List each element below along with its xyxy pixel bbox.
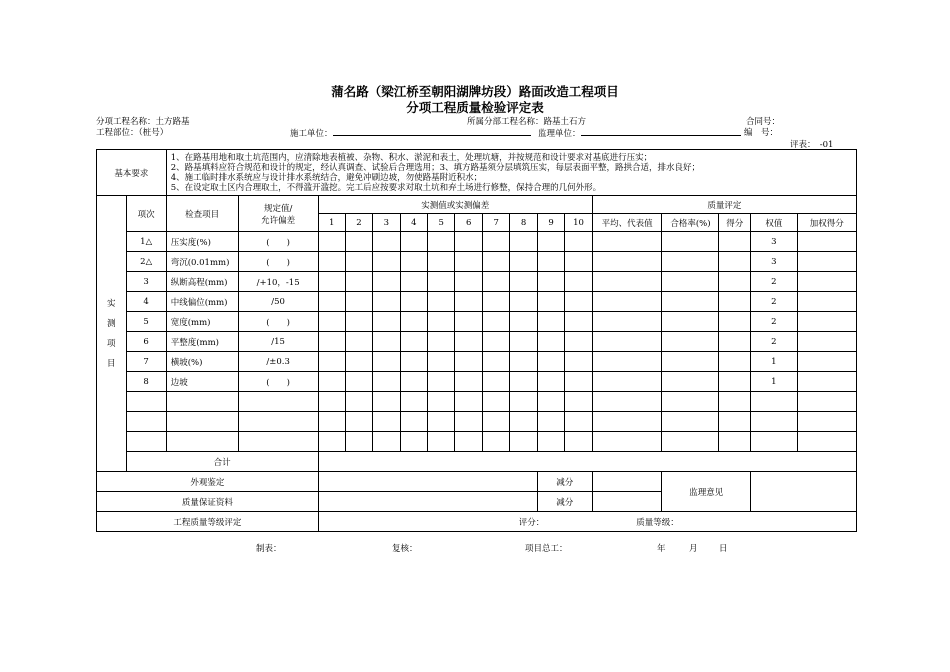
item-weight: 2 bbox=[751, 332, 797, 352]
avg-cell[interactable] bbox=[592, 272, 662, 292]
item-no: 5 bbox=[126, 312, 166, 332]
value-cell[interactable] bbox=[345, 332, 372, 352]
table-row bbox=[97, 312, 857, 332]
blank-cell[interactable] bbox=[565, 432, 592, 452]
value-cell[interactable] bbox=[318, 292, 345, 312]
weighted-cell[interactable] bbox=[797, 252, 856, 272]
value-cell[interactable] bbox=[537, 232, 564, 252]
blank-cell[interactable] bbox=[126, 412, 166, 432]
blank-cell[interactable] bbox=[592, 432, 662, 452]
item-weight: 2 bbox=[751, 312, 797, 332]
value-cell[interactable] bbox=[455, 272, 482, 292]
total-value-cell[interactable] bbox=[318, 452, 856, 472]
value-cell[interactable] bbox=[510, 292, 537, 312]
blank-cell[interactable] bbox=[482, 392, 509, 412]
item-name: 宽度(mm) bbox=[166, 312, 238, 332]
blank-cell[interactable] bbox=[345, 412, 372, 432]
weight-header: 权值 bbox=[751, 214, 797, 232]
value-cell[interactable] bbox=[318, 272, 345, 292]
value-cell[interactable] bbox=[318, 332, 345, 352]
value-cell[interactable] bbox=[400, 292, 427, 312]
grade-value-cell[interactable] bbox=[318, 512, 856, 532]
blank-row bbox=[97, 412, 857, 432]
item-no-header: 项次 bbox=[126, 196, 166, 232]
value-cell[interactable] bbox=[345, 372, 372, 392]
blank-cell[interactable] bbox=[455, 432, 482, 452]
total-row bbox=[97, 452, 857, 472]
col-header: 10 bbox=[565, 214, 592, 232]
value-cell[interactable] bbox=[373, 232, 400, 252]
item-weight: 2 bbox=[751, 272, 797, 292]
value-cell[interactable] bbox=[428, 372, 455, 392]
value-cell[interactable] bbox=[537, 252, 564, 272]
blank-cell[interactable] bbox=[400, 432, 427, 452]
weighted-cell[interactable] bbox=[797, 352, 856, 372]
value-cell[interactable] bbox=[565, 352, 592, 372]
value-cell[interactable] bbox=[373, 292, 400, 312]
qa-value[interactable] bbox=[318, 492, 537, 512]
blank-cell[interactable] bbox=[510, 432, 537, 452]
weighted-cell[interactable] bbox=[797, 332, 856, 352]
value-cell[interactable] bbox=[318, 252, 345, 272]
value-cell[interactable] bbox=[482, 252, 509, 272]
appearance-deduct-label: 减分 bbox=[537, 472, 592, 492]
value-cell[interactable] bbox=[318, 312, 345, 332]
blank-cell[interactable] bbox=[662, 392, 719, 412]
pass-rate-cell[interactable] bbox=[662, 272, 719, 292]
form-number: 评表： -01 bbox=[790, 140, 834, 150]
section-char: 测 bbox=[107, 318, 116, 329]
value-cell[interactable] bbox=[428, 252, 455, 272]
avg-cell[interactable] bbox=[592, 232, 662, 252]
supervisor-label: 监理单位： bbox=[538, 129, 581, 139]
table-row bbox=[97, 272, 857, 292]
blank-cell[interactable] bbox=[318, 432, 345, 452]
spec-header-line2: 允许偏差 bbox=[261, 215, 296, 226]
blank-cell[interactable] bbox=[592, 392, 662, 412]
value-cell[interactable] bbox=[565, 312, 592, 332]
blank-cell[interactable] bbox=[166, 392, 238, 412]
blank-row bbox=[97, 432, 857, 452]
supervisor-opinion-label: 监理意见 bbox=[662, 472, 751, 512]
pass-rate-header: 合格率(%) bbox=[662, 214, 719, 232]
weighted-cell[interactable] bbox=[797, 272, 856, 292]
blank-cell[interactable] bbox=[797, 432, 856, 452]
appearance-label: 外观鉴定 bbox=[97, 472, 319, 492]
col-header: 4 bbox=[400, 214, 427, 232]
value-cell[interactable] bbox=[537, 272, 564, 292]
value-cell[interactable] bbox=[318, 352, 345, 372]
appearance-row bbox=[97, 472, 857, 492]
value-cell[interactable] bbox=[400, 352, 427, 372]
blank-cell[interactable] bbox=[751, 432, 797, 452]
item-weight: 2 bbox=[751, 292, 797, 312]
value-cell[interactable] bbox=[537, 352, 564, 372]
value-cell[interactable] bbox=[537, 292, 564, 312]
grade-label: 工程质量等级评定 bbox=[97, 512, 319, 532]
basic-requirements-label: 基本要求 bbox=[97, 150, 167, 196]
blank-cell[interactable] bbox=[537, 412, 564, 432]
score-cell[interactable] bbox=[719, 252, 751, 272]
item-no: 2△ bbox=[126, 252, 166, 272]
avg-cell[interactable] bbox=[592, 352, 662, 372]
value-cell[interactable] bbox=[455, 352, 482, 372]
qa-deduct-label: 减分 bbox=[537, 492, 592, 512]
item-no: 4 bbox=[126, 292, 166, 312]
item-spec: /+10，-15 bbox=[238, 272, 318, 292]
footer-year: 年 bbox=[657, 544, 666, 554]
measured-items-section-label bbox=[97, 196, 127, 472]
value-cell[interactable] bbox=[345, 252, 372, 272]
value-cell[interactable] bbox=[345, 232, 372, 252]
pass-rate-cell[interactable] bbox=[662, 372, 719, 392]
item-no: 1△ bbox=[126, 232, 166, 252]
subproject-label-text: 分项工程名称： bbox=[96, 117, 156, 127]
value-cell[interactable] bbox=[565, 252, 592, 272]
footer-month: 月 bbox=[689, 544, 698, 554]
value-cell[interactable] bbox=[455, 332, 482, 352]
form-title: 分项工程质量检验评定表 bbox=[406, 100, 544, 115]
value-cell[interactable] bbox=[455, 292, 482, 312]
table-row bbox=[97, 292, 857, 312]
blank-cell[interactable] bbox=[482, 412, 509, 432]
supervisor-opinion-value[interactable] bbox=[751, 472, 857, 512]
avg-header: 平均、代表值 bbox=[592, 214, 662, 232]
value-cell[interactable] bbox=[482, 232, 509, 252]
item-weight: 3 bbox=[751, 232, 797, 252]
item-spec: /15 bbox=[238, 332, 318, 352]
avg-cell[interactable] bbox=[592, 252, 662, 272]
basic-requirements-content bbox=[166, 150, 856, 196]
blank-cell[interactable] bbox=[238, 432, 318, 452]
weighted-cell[interactable] bbox=[797, 292, 856, 312]
table-row bbox=[97, 232, 857, 252]
requirement-line: 5、在设定取土区内合理取土，不得滥开滥挖。完工后应按要求对取土坑和弃土场进行修整，保持合理的几何外形。 bbox=[170, 182, 602, 193]
supervisor-input-line[interactable] bbox=[581, 126, 741, 136]
value-cell[interactable] bbox=[373, 252, 400, 272]
weighted-cell[interactable] bbox=[797, 232, 856, 252]
col-header: 7 bbox=[482, 214, 509, 232]
value-cell[interactable] bbox=[565, 232, 592, 252]
blank-cell[interactable] bbox=[166, 412, 238, 432]
table-row bbox=[97, 252, 857, 272]
value-cell[interactable] bbox=[455, 372, 482, 392]
qa-label: 质量保证资料 bbox=[97, 492, 319, 512]
score-cell[interactable] bbox=[719, 372, 751, 392]
subproject-value: 土方路基 bbox=[155, 117, 190, 127]
item-spec: ( ) bbox=[238, 252, 318, 272]
value-cell[interactable] bbox=[428, 332, 455, 352]
blank-cell[interactable] bbox=[662, 432, 719, 452]
item-spec: /±0.3 bbox=[238, 352, 318, 372]
appearance-deduct-value[interactable] bbox=[592, 472, 662, 492]
value-cell[interactable] bbox=[373, 272, 400, 292]
document-title: 蒲名路（梁江桥至朝阳湖牌坊段）路面改造工程项目 bbox=[331, 84, 619, 99]
section-char: 目 bbox=[107, 358, 116, 369]
value-cell[interactable] bbox=[482, 272, 509, 292]
col-header: 3 bbox=[373, 214, 400, 232]
supervisor-field bbox=[538, 126, 741, 139]
pass-rate-cell[interactable] bbox=[662, 312, 719, 332]
blank-cell[interactable] bbox=[238, 392, 318, 412]
item-name: 弯沉(0.01mm) bbox=[166, 252, 238, 272]
blank-cell[interactable] bbox=[373, 412, 400, 432]
pass-rate-cell[interactable] bbox=[662, 232, 719, 252]
item-weight: 3 bbox=[751, 252, 797, 272]
item-weight: 1 bbox=[751, 352, 797, 372]
value-cell[interactable] bbox=[565, 292, 592, 312]
blank-cell[interactable] bbox=[345, 392, 372, 412]
value-cell[interactable] bbox=[345, 292, 372, 312]
blank-cell[interactable] bbox=[751, 392, 797, 412]
division-value: 路基土石方 bbox=[543, 117, 587, 127]
blank-cell[interactable] bbox=[238, 412, 318, 432]
footer-day: 日 bbox=[719, 544, 728, 554]
blank-cell[interactable] bbox=[345, 432, 372, 452]
value-cell[interactable] bbox=[455, 312, 482, 332]
item-no: 6 bbox=[126, 332, 166, 352]
value-cell[interactable] bbox=[373, 372, 400, 392]
blank-cell[interactable] bbox=[565, 392, 592, 412]
measured-header: 实测值或实测偏差 bbox=[318, 196, 592, 214]
avg-cell[interactable] bbox=[592, 372, 662, 392]
score-cell[interactable] bbox=[719, 272, 751, 292]
blank-cell[interactable] bbox=[537, 392, 564, 412]
item-spec: /50 bbox=[238, 292, 318, 312]
value-cell[interactable] bbox=[510, 332, 537, 352]
blank-cell[interactable] bbox=[719, 412, 751, 432]
blank-cell[interactable] bbox=[797, 392, 856, 412]
col-header: 1 bbox=[318, 214, 345, 232]
item-spec: ( ) bbox=[238, 372, 318, 392]
check-item-header: 检查项目 bbox=[166, 196, 238, 232]
col-header: 8 bbox=[510, 214, 537, 232]
value-cell[interactable] bbox=[373, 352, 400, 372]
blank-cell[interactable] bbox=[126, 392, 166, 412]
qa-deduct-value[interactable] bbox=[592, 492, 662, 512]
value-cell[interactable] bbox=[373, 332, 400, 352]
col-header: 5 bbox=[428, 214, 455, 232]
footer-maker: 制表： bbox=[256, 544, 282, 554]
inspection-table bbox=[96, 149, 857, 532]
col-header: 6 bbox=[455, 214, 482, 232]
spec-header-line1: 规定值/ bbox=[263, 203, 293, 214]
blank-cell[interactable] bbox=[428, 432, 455, 452]
value-cell[interactable] bbox=[318, 372, 345, 392]
value-cell[interactable] bbox=[537, 372, 564, 392]
requirement-line: 2、路基填料应符合规范和设计的规定，经认真调查、试验后合理选用；3、填方路基须分层填筑压实，每层表面平整，路拱合适，排水良好； bbox=[170, 162, 701, 173]
avg-cell[interactable] bbox=[592, 292, 662, 312]
value-cell[interactable] bbox=[400, 232, 427, 252]
col-header: 9 bbox=[537, 214, 564, 232]
blank-row bbox=[97, 392, 857, 412]
score-cell[interactable] bbox=[719, 312, 751, 332]
item-spec: ( ) bbox=[238, 312, 318, 332]
blank-cell[interactable] bbox=[455, 412, 482, 432]
blank-cell[interactable] bbox=[662, 412, 719, 432]
value-cell[interactable] bbox=[482, 332, 509, 352]
value-cell[interactable] bbox=[482, 312, 509, 332]
blank-cell[interactable] bbox=[126, 432, 166, 452]
table-row bbox=[97, 332, 857, 352]
value-cell[interactable] bbox=[565, 332, 592, 352]
item-spec: ( ) bbox=[238, 232, 318, 252]
value-cell[interactable] bbox=[565, 372, 592, 392]
value-cell[interactable] bbox=[510, 312, 537, 332]
value-cell[interactable] bbox=[482, 352, 509, 372]
quality-grade-label: 质量等级： bbox=[636, 517, 679, 528]
blank-cell[interactable] bbox=[166, 432, 238, 452]
item-name: 横坡(%) bbox=[166, 352, 238, 372]
value-cell[interactable] bbox=[428, 232, 455, 252]
table-row bbox=[97, 372, 857, 392]
value-cell[interactable] bbox=[400, 372, 427, 392]
value-cell[interactable] bbox=[400, 312, 427, 332]
item-no: 3 bbox=[126, 272, 166, 292]
item-no: 8 bbox=[126, 372, 166, 392]
value-cell[interactable] bbox=[455, 252, 482, 272]
blank-cell[interactable] bbox=[400, 412, 427, 432]
blank-cell[interactable] bbox=[318, 392, 345, 412]
division-label-text: 所属分部工程名称： bbox=[467, 117, 544, 127]
footer-chief: 项目总工： bbox=[525, 544, 568, 554]
footer-reviewer: 复核： bbox=[392, 544, 418, 554]
score-label: 评分： bbox=[518, 517, 545, 528]
blank-cell[interactable] bbox=[373, 392, 400, 412]
item-name: 边坡 bbox=[166, 372, 238, 392]
value-cell[interactable] bbox=[510, 252, 537, 272]
blank-cell[interactable] bbox=[428, 392, 455, 412]
pass-rate-cell[interactable] bbox=[662, 252, 719, 272]
value-cell[interactable] bbox=[428, 292, 455, 312]
requirement-line: 1、在路基用地和取土坑范围内，应清除地表植被、杂物、积水、淤泥和表土，处理坑塘，并按规范和设计要求对基底进行压实； bbox=[170, 152, 653, 163]
item-weight: 1 bbox=[751, 372, 797, 392]
appearance-value[interactable] bbox=[318, 472, 537, 492]
value-cell[interactable] bbox=[428, 352, 455, 372]
value-cell[interactable] bbox=[318, 232, 345, 252]
blank-cell[interactable] bbox=[510, 392, 537, 412]
value-cell[interactable] bbox=[482, 292, 509, 312]
item-no: 7 bbox=[126, 352, 166, 372]
item-name: 压实度(%) bbox=[166, 232, 238, 252]
section-char: 项 bbox=[107, 338, 116, 349]
blank-cell[interactable] bbox=[751, 412, 797, 432]
item-name: 平整度(mm) bbox=[166, 332, 238, 352]
item-name: 纵断高程(mm) bbox=[166, 272, 238, 292]
value-cell[interactable] bbox=[400, 272, 427, 292]
number-label: 编 号： bbox=[744, 128, 779, 138]
value-cell[interactable] bbox=[428, 272, 455, 292]
item-name: 中线偏位(mm) bbox=[166, 292, 238, 312]
value-cell[interactable] bbox=[455, 232, 482, 252]
value-cell[interactable] bbox=[373, 312, 400, 332]
blank-cell[interactable] bbox=[565, 412, 592, 432]
avg-cell[interactable] bbox=[592, 332, 662, 352]
section-char: 实 bbox=[107, 298, 116, 309]
table-row bbox=[97, 352, 857, 372]
blank-cell[interactable] bbox=[592, 412, 662, 432]
constructor-field bbox=[290, 126, 531, 139]
blank-cell[interactable] bbox=[318, 412, 345, 432]
value-cell[interactable] bbox=[400, 332, 427, 352]
value-cell[interactable] bbox=[345, 352, 372, 372]
score-cell[interactable] bbox=[719, 332, 751, 352]
blank-cell[interactable] bbox=[719, 392, 751, 412]
score-cell[interactable] bbox=[719, 232, 751, 252]
blank-cell[interactable] bbox=[510, 412, 537, 432]
value-cell[interactable] bbox=[482, 372, 509, 392]
value-cell[interactable] bbox=[537, 332, 564, 352]
score-header: 得分 bbox=[719, 214, 751, 232]
value-cell[interactable] bbox=[428, 312, 455, 332]
value-cell[interactable] bbox=[537, 312, 564, 332]
blank-cell[interactable] bbox=[482, 432, 509, 452]
blank-cell[interactable] bbox=[797, 412, 856, 432]
value-cell[interactable] bbox=[510, 272, 537, 292]
blank-cell[interactable] bbox=[719, 432, 751, 452]
blank-cell[interactable] bbox=[537, 432, 564, 452]
pass-rate-cell[interactable] bbox=[662, 332, 719, 352]
weighted-header: 加权得分 bbox=[797, 214, 856, 232]
grade-row bbox=[97, 512, 857, 532]
weighted-cell[interactable] bbox=[797, 372, 856, 392]
blank-cell[interactable] bbox=[400, 392, 427, 412]
constructor-label: 施工单位： bbox=[290, 129, 333, 139]
value-cell[interactable] bbox=[510, 232, 537, 252]
blank-cell[interactable] bbox=[373, 432, 400, 452]
blank-cell[interactable] bbox=[455, 392, 482, 412]
spec-header bbox=[238, 196, 318, 232]
pass-rate-cell[interactable] bbox=[662, 352, 719, 372]
col-header: 2 bbox=[345, 214, 372, 232]
value-cell[interactable] bbox=[400, 252, 427, 272]
pass-rate-cell[interactable] bbox=[662, 292, 719, 312]
weighted-cell[interactable] bbox=[797, 312, 856, 332]
score-cell[interactable] bbox=[719, 352, 751, 372]
value-cell[interactable] bbox=[510, 352, 537, 372]
contract-label: 合同号： bbox=[746, 117, 781, 127]
requirement-line: 4、施工临时排水系统应与设计排水系统结合，避免冲刷边坡，勿使路基附近积水； bbox=[170, 172, 483, 183]
value-cell[interactable] bbox=[345, 312, 372, 332]
constructor-input-line[interactable] bbox=[333, 126, 531, 136]
value-cell[interactable] bbox=[565, 272, 592, 292]
blank-cell[interactable] bbox=[428, 412, 455, 432]
location-label: 工程部位：（桩号） bbox=[96, 128, 169, 138]
value-cell[interactable] bbox=[510, 372, 537, 392]
value-cell[interactable] bbox=[345, 272, 372, 292]
quality-header: 质量评定 bbox=[592, 196, 856, 214]
avg-cell[interactable] bbox=[592, 312, 662, 332]
total-label: 合计 bbox=[126, 452, 318, 472]
score-cell[interactable] bbox=[719, 292, 751, 312]
